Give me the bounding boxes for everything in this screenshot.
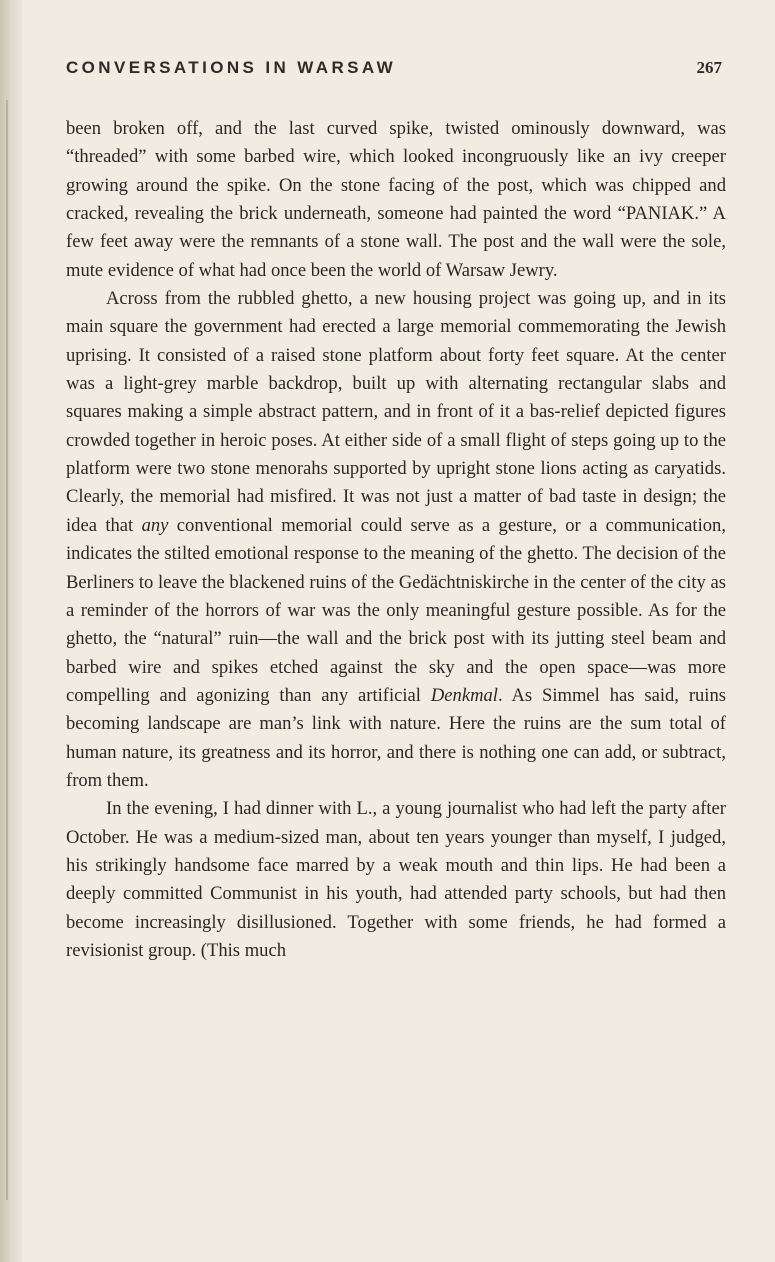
emphasis-any: any (141, 514, 169, 536)
emphasis-denkmal: Denkmal (430, 684, 498, 706)
paragraph-segment: . As Simmel has said, ruins becoming landscape are man’s link with nature. Here the ruins are the sum total of human nature, its greatness and its horror, and there is nothing one can add, or subtract, from them. (66, 684, 727, 791)
paragraph-continued: been broken off, and the last curved spike, twisted ominously downward, was “threaded” with some barbed wire, which looked incongruously like an ivy creeper growing around the spike. On the stone facing of the post, which was chipped and cracked, revealing the brick underneath, someone had painted the word “PANIAK.” A few feet away were the remnants of a stone wall. The post and the wall were the sole, mute evidence of what had once been the world of Warsaw Jewry. (66, 118, 726, 281)
body-text (66, 115, 726, 965)
running-head (66, 58, 726, 88)
page-number: 267 (696, 58, 722, 77)
book-page (66, 58, 726, 965)
book-gutter (0, 0, 22, 1262)
running-title: CONVERSATIONS IN WARSAW (66, 58, 397, 77)
paragraph-dinner: In the evening, I had dinner with L., a young journalist who had left the party after October. He was a medium-sized man, about ten years younger than myself, I judged, his strikingly handsome face marred by a weak mouth and thin lips. He had been a deeply committed Communist in his youth, had attended party schools, but had then become increasingly disillusioned. Together with some friends, he had formed a revisionist group. (This much (66, 798, 726, 961)
paragraph-memorial (66, 285, 726, 795)
gutter-binding-edge (6, 100, 12, 1200)
paragraph-segment: conventional memorial could serve as a gesture, or a communication, indicates the stilted emotional response to the meaning of the ghetto. The decision of the Berliners to leave the blackened ruins of the Gedächtniskirche in the center of the city as a reminder of the horrors of war was the only meaningful gesture possible. As for the ghetto, the “natural” ruin—the wall and the brick post with its jutting steel beam and barbed wire and spikes etched against the sky and the open space—was more compelling and agonizing than any artificial (66, 514, 726, 706)
paragraph-segment: Across from the rubbled ghetto, a new housing project was going up, and in its main square the government had erected a large memorial commemorating the Jewish uprising. It consisted of a raised stone platform about forty feet square. At the center was a light-grey marble backdrop, built up with alternating rectangular slabs and squares making a simple abstract pattern, and in front of it a bas-relief depicted figures crowded together in heroic poses. At either side of a small flight of steps going up to the platform were two stone menorahs supported by upright stone lions acting as caryatids. Clearly, the memorial had misfired. It was not just a matter of bad taste in design; the idea that (66, 288, 726, 536)
